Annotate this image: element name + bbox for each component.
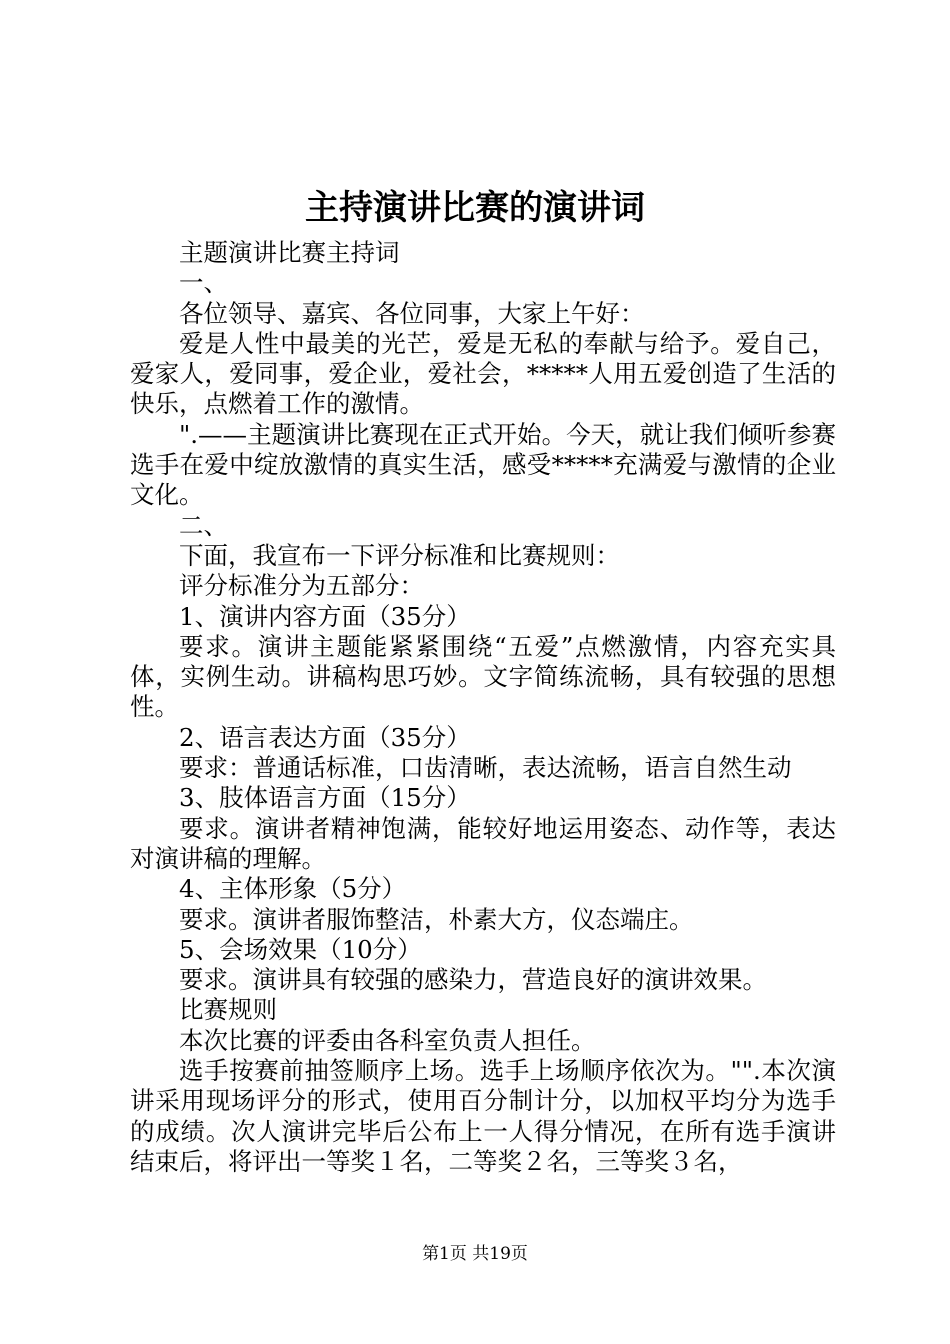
paragraph: 3、肢体语言方面（15分） — [179, 783, 471, 813]
paragraph: ".——主题演讲比赛现在正式开始。今天，就让我们倾听参赛选手在爱中绽放激情的真实生活，感受*****充满爱与激情的企业文化。 — [130, 419, 836, 510]
paragraph: 要求：普通话标准，口齿清晰，表达流畅，语言自然生动 — [179, 753, 792, 783]
paragraph: 比赛规则 — [179, 995, 277, 1025]
paragraph: 本次比赛的评委由各科室负责人担任。 — [179, 1025, 596, 1055]
paragraph: 2、语言表达方面（35分） — [179, 722, 471, 752]
paragraph: 要求。演讲具有较强的感染力，营造良好的演讲效果。 — [179, 965, 767, 995]
document-body — [130, 238, 836, 1177]
paragraph: 一、 — [179, 268, 228, 298]
document-title: 主持演讲比赛的演讲词 — [305, 188, 645, 228]
paragraph: 要求。演讲主题能紧紧围绕“五爱”点燃激情，内容充实具体，实例生动。讲稿构思巧妙。文字简练流畅，具有较强的思想性。 — [130, 631, 836, 722]
paragraph: 要求。演讲者服饰整洁，朴素大方，仪态端庄。 — [179, 904, 694, 934]
paragraph: 评分标准分为五部分： — [179, 571, 424, 601]
paragraph: 1、演讲内容方面（35分） — [179, 601, 471, 631]
paragraph: 爱是人性中最美的光芒，爱是无私的奉献与给予。爱自己，爱家人，爱同事，爱企业，爱社会，*****人用五爱创造了生活的快乐，点燃着工作的激情。 — [130, 328, 836, 419]
paragraph: 下面，我宣布一下评分标准和比赛规则： — [179, 540, 620, 570]
paragraph: 选手按赛前抽签顺序上场。选手上场顺序依次为。"".本次演讲采用现场评分的形式，使用百分制计分，以加权平均分为选手的成绩。次人演讲完毕后公布上一人得分情况，在所有选手演讲结束后，将评出一等奖１名，二等奖２名，三等奖３名， — [130, 1056, 836, 1176]
page-footer: 第1页 共19页 — [422, 1244, 528, 1264]
paragraph: 4、主体形象（5分） — [179, 874, 407, 904]
paragraph: 各位领导、嘉宾、各位同事，大家上午好： — [179, 298, 645, 328]
paragraph: 5、会场效果（10分） — [179, 934, 422, 964]
paragraph: 要求。演讲者精神饱满，能较好地运用姿态、动作等，表达对演讲稿的理解。 — [130, 813, 836, 873]
paragraph: 二、 — [179, 510, 228, 540]
paragraph: 主题演讲比赛主持词 — [179, 238, 400, 267]
